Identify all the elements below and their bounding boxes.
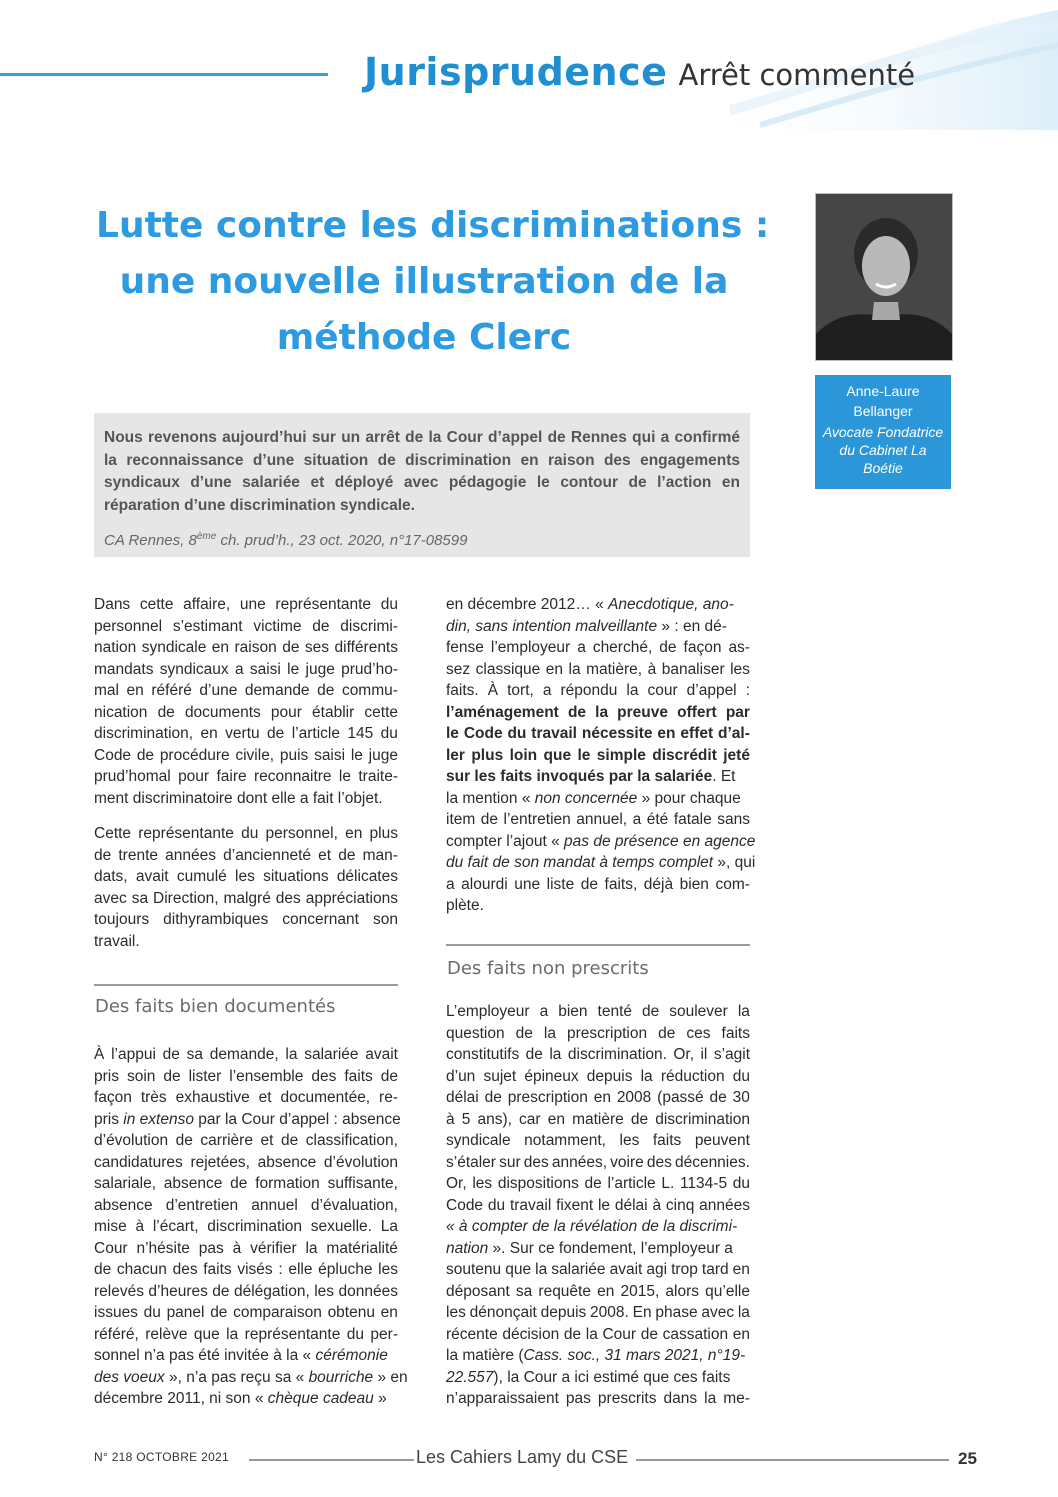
text-line: relevés d’heures de délégation, les données xyxy=(94,1282,398,1300)
paragraph xyxy=(94,594,398,809)
text-line: mise à l’écart, discrimination sexuelle. La xyxy=(94,1218,398,1235)
title-line: une nouvelle illustration de la xyxy=(119,261,729,302)
text-line: À l’appui de sa demande, la salariée avait xyxy=(94,1046,398,1063)
text-line: des voeux », n’a pas reçu sa « bourriche » en xyxy=(94,1368,408,1386)
text-line: à 5 ans), car en matière de discrimination xyxy=(446,1110,750,1128)
text-line: question de la prescription de ces faits xyxy=(446,1024,750,1042)
text-line: personnel s’estimant victime de discrimi- xyxy=(94,617,398,635)
author-role-line: du Cabinet La xyxy=(839,442,927,458)
paragraph xyxy=(94,823,398,952)
text-line: toujours dithyrambiques concernant son xyxy=(94,911,398,928)
text-line: d’un sujet épineux depuis la réduction du xyxy=(446,1067,750,1085)
text-line: décembre 2011, ni son « chèque cadeau » xyxy=(94,1390,387,1407)
text-line: les dénonçait depuis 2008. En phase avec la xyxy=(446,1304,750,1321)
author-name-line: Anne-Laure xyxy=(846,383,920,399)
text-line: s’étaler sur des années, voire des décennies. xyxy=(446,1153,750,1171)
text-line: sonnel n’a pas été invitée à la « cérémonie xyxy=(94,1347,388,1364)
section-sub-label: Arrêt commenté xyxy=(678,58,916,92)
text-line: compter l’ajout « pas de présence en agence xyxy=(446,832,756,850)
text-line: d’évolution de carrière et de classification, xyxy=(94,1132,398,1149)
header-rule xyxy=(0,73,328,76)
text-line: travail. xyxy=(94,932,140,950)
text-line: nation ». Sur ce fondement, l’employeur a xyxy=(446,1239,733,1257)
section-divider xyxy=(446,944,750,946)
section-main-label: Jurisprudence xyxy=(364,50,668,94)
text-line: candidatures rejetées, absence d’évolution xyxy=(94,1153,398,1171)
footer-rule xyxy=(249,1459,414,1461)
text-line: Or, les dispositions de l’article L. 1134-5 du xyxy=(446,1175,750,1192)
author-role-line: Avocate Fondatrice xyxy=(822,424,944,440)
author-role xyxy=(815,423,951,477)
text-line: absence d’entretien annuel d’évaluation, xyxy=(94,1196,398,1214)
column-1-continued xyxy=(94,1044,408,1410)
page-number: 25 xyxy=(958,1449,977,1468)
text-line: mandats syndicaux a saisi le juge prud’ho- xyxy=(94,660,398,678)
text-line: item de l’entretien annuel, a été fatale sans xyxy=(446,811,750,828)
issue-number: N° 218 OCTOBRE 2021 xyxy=(94,1450,230,1464)
text-line: « à compter de la révélation de la discrimi- xyxy=(446,1218,738,1235)
title-line: Lutte contre les discriminations : xyxy=(96,205,770,246)
text-line: pris soin de lister l’ensemble des faits de xyxy=(94,1067,398,1085)
chapeau-text: Nous revenons aujourd’hui sur un arrêt de la Cour d’appel de Rennes qui a confirmé la reconnaissance d’une situation de discrimination en raison des engagements syndicaux d’une salariée et déployé avec pédagogie le contour de l’action en réparation d’une discrimination syndicale. xyxy=(104,429,740,514)
text-line: référé, relève que la représentante du per- xyxy=(94,1325,398,1343)
text-line: discrimination, en vertu de l’article 145 du xyxy=(94,725,398,742)
text-line: a alourdi une liste de faits, déjà bien com- xyxy=(446,875,750,893)
author-photo xyxy=(815,193,953,361)
text-line: la matière (Cass. soc., 31 mars 2021, n°19- xyxy=(446,1347,746,1364)
text-line: Cette représentante du personnel, en plus xyxy=(94,825,398,842)
text-line: de trente années d’ancienneté et de man- xyxy=(94,846,398,864)
text-line: Cour n’hésite pas à vérifier la matérialité xyxy=(94,1239,398,1257)
author-box xyxy=(815,375,951,489)
text-line: avec sa Direction, malgré des appréciations xyxy=(94,889,398,907)
text-line: L’employeur a bien tenté de soulever la xyxy=(446,1003,750,1020)
title-line: méthode Clerc xyxy=(276,317,572,358)
text-line: constitutifs de la discrimination. Or, il s’agit xyxy=(446,1046,750,1063)
text-line: plète. xyxy=(446,897,484,914)
text-line: faits. À tort, a répondu la cour d’appel : xyxy=(446,682,750,699)
text-line: du fait de son mandat à temps complet », qui xyxy=(446,854,756,871)
text-line: sur les faits invoqués par la salariée. Et xyxy=(446,768,736,785)
author-role-line: Boétie xyxy=(863,460,903,476)
subheading: Des faits non prescrits xyxy=(447,958,649,979)
text-line: pris in extenso par la Cour d’appel : absence xyxy=(94,1110,401,1128)
column-2-continued xyxy=(446,1001,750,1410)
subheading: Des faits bien documentés xyxy=(95,996,336,1017)
text-line: soutenu que la salariée avait agi trop tard en xyxy=(446,1261,750,1278)
text-line: l’aménagement de la preuve offert par xyxy=(446,703,750,721)
text-line: la mention « non concernée » pour chaque xyxy=(446,789,741,807)
text-line: nication de documents pour établir cette xyxy=(94,703,398,721)
text-line: le Code du travail nécessite en effet d’al- xyxy=(446,725,750,742)
text-line: de chacun des faits visés : elle épluche les xyxy=(94,1261,398,1278)
text-line: Code du travail fixent le délai à cinq années xyxy=(446,1196,750,1214)
text-line: ler plus loin que le simple discrédit jeté xyxy=(446,746,750,764)
author-name xyxy=(815,375,951,421)
text-line: din, sans intention malveillante » : en dé- xyxy=(446,617,727,635)
text-line: sez classique en la matière, à banaliser les xyxy=(446,660,750,678)
chapeau-box xyxy=(94,413,750,557)
text-line: récente décision de la Cour de cassation en xyxy=(446,1325,750,1343)
article-title xyxy=(96,198,770,366)
text-line: dats, avait cumulé les situations délicates xyxy=(94,868,398,885)
text-line: déposant sa requête en 2015, alors qu’elle xyxy=(446,1282,750,1300)
text-line: salariale, absence de formation suffisante, xyxy=(94,1175,398,1192)
column-1 xyxy=(94,594,398,952)
text-line: prud’homal pour faire reconnaitre le traite- xyxy=(94,768,398,785)
journal-title: Les Cahiers Lamy du CSE xyxy=(416,1447,629,1467)
column-2 xyxy=(446,594,756,917)
author-name-line: Bellanger xyxy=(853,403,913,419)
text-line: façon très exhaustive et documentée, re- xyxy=(94,1089,398,1106)
text-line: nation syndicale en raison de ses différents xyxy=(94,639,398,656)
text-line: issues du panel de comparaison obtenu en xyxy=(94,1304,398,1321)
text-line: 22.557), la Cour a ici estimé que ces faits xyxy=(446,1368,731,1386)
case-reference: CA Rennes, 8ème ch. prud’h., 23 oct. 2020, n°17-08599 xyxy=(104,531,468,549)
text-line: mal en référé d’une demande de commu- xyxy=(94,682,398,699)
footer-rule xyxy=(636,1459,949,1461)
text-line: ment discriminatoire dont elle a fait l’objet. xyxy=(94,789,383,807)
text-line: en décembre 2012… « Anecdotique, ano- xyxy=(446,596,734,613)
text-line: n’apparaissaient pas prescrits dans la me- xyxy=(446,1390,750,1407)
text-line: délai de prescription en 2008 (passé de 30 xyxy=(446,1089,750,1106)
section-title xyxy=(364,50,915,94)
text-line: Dans cette affaire, une représentante du xyxy=(94,596,398,613)
text-line: fense l’employeur a cherché, de façon as- xyxy=(446,639,750,656)
section-divider xyxy=(94,984,398,986)
text-line: syndicale notamment, les faits peuvent xyxy=(446,1132,750,1149)
text-line: Code de procédure civile, puis saisi le juge xyxy=(94,746,398,764)
